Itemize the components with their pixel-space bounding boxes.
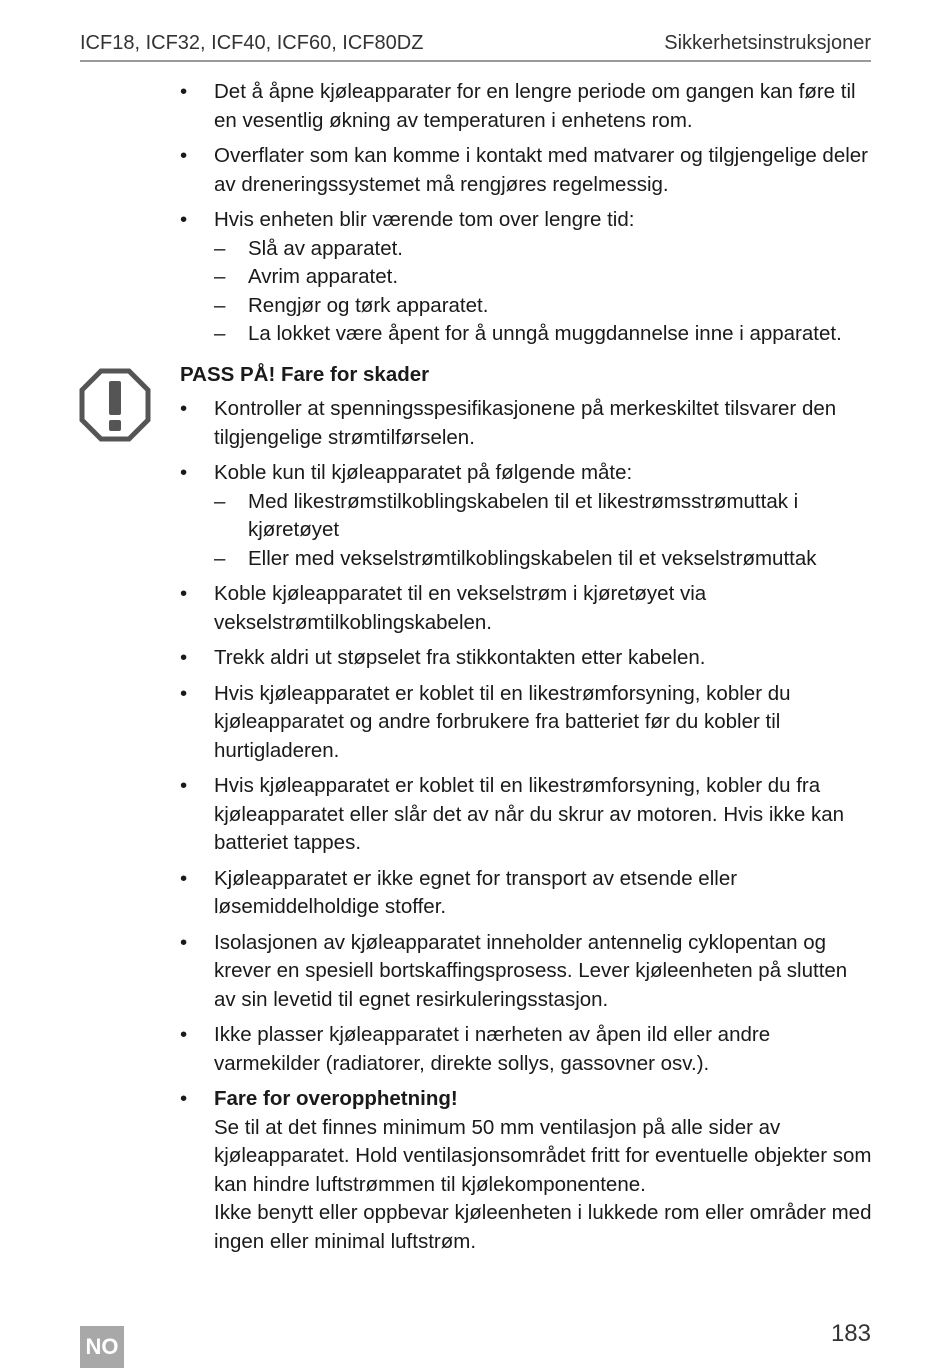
sub-list-item: – La lokket være åpent for å unngå muggdannelse inne i apparatet.	[214, 320, 872, 349]
list-item: • Trekk aldri ut støpselet fra stikkontakten etter kabelen.	[180, 644, 872, 673]
page-header	[80, 28, 871, 62]
list-item: • Ikke plasser kjøleapparatet i nærheten av åpen ild eller andre varmekilder (radiatorer, direkte sollys, gassovner osv.).	[180, 1021, 872, 1078]
overheat-title: • Fare for overopphetning!	[214, 1087, 458, 1110]
list-item-overheat	[180, 1085, 872, 1256]
sub-list-item: – Med likestrømstilkoblingskabelen til et likestrømsstrømuttak i kjøretøyet	[214, 488, 872, 545]
sub-list-item: – Avrim apparatet.	[214, 263, 872, 292]
warning-list	[180, 395, 872, 1256]
page-number: 183	[830, 1320, 871, 1347]
list-item: • Hvis kjøleapparatet er koblet til en likestrømforsyning, kobler du fra kjøleapparatet eller slår det av når du skrur av motoren. Hvis ikke kan batteriet tappes.	[180, 772, 872, 858]
list-item: • Det å åpne kjøleapparater for en lengre periode om gangen kan føre til en vesentlig økning av temperaturen i enhetens rom.	[180, 78, 872, 135]
list-item: • Kontroller at spenningsspesifikasjonene på merkeskiltet tilsvarer den tilgjengelige strømtilførselen.	[180, 395, 872, 452]
list-item: • Kjøleapparatet er ikke egnet for transport av etsende eller løsemiddelholdige stoffer.	[180, 865, 872, 922]
header-section: Sikkerhetsinstruksjoner	[664, 32, 871, 54]
sub-list-item: – Rengjør og tørk apparatet.	[214, 292, 872, 321]
list-item: • Koble kun til kjøleapparatet på følgende måte: – Med likestrømstilkoblingskabelen til et likestrømsstrømuttak i kjøretøyet – Eller med vekselstrømtilkoblingskabelen til et vekselstrømuttak	[180, 459, 872, 573]
list-item: • Koble kjøleapparatet til en vekselstrøm i kjøretøyet via vekselstrømtilkoblingskabelen.	[180, 580, 872, 637]
warning-title: PASS PÅ! Fare for skader	[180, 362, 430, 386]
list-item: • Overflater som kan komme i kontakt med matvarer og tilgjengelige deler av dreneringssystemet må rengjøres regelmessig.	[180, 142, 872, 199]
language-tab: NO	[80, 1326, 124, 1368]
list-item: • Isolasjonen av kjøleapparatet inneholder antennelig cyklopentan og krever en spesiell bortskaffingsprosess. Lever kjøleenheten på slutten av sin levetid til egnet resirkuleringsstasjon.	[180, 929, 872, 1015]
header-models: ICF18, ICF32, ICF40, ICF60, ICF80DZ	[80, 32, 424, 54]
sub-list	[214, 488, 872, 574]
exclamation-octagon-icon	[79, 368, 151, 442]
overheat-paragraph-2: Ikke benytt eller oppbevar kjøleenheten i lukkede rom eller områder med ingen eller minimal luftstrøm.	[214, 1201, 872, 1253]
sub-list-item: – Eller med vekselstrømtilkoblingskabelen til et vekselstrømuttak	[214, 545, 872, 574]
sub-list-item: – Slå av apparatet.	[214, 235, 872, 264]
sub-list	[214, 235, 872, 349]
page-content	[180, 78, 872, 1263]
intro-list	[180, 78, 872, 349]
overheat-paragraph-1: Se til at det finnes minimum 50 mm ventilasjon på alle sider av kjøleapparatet. Hold ventilasjonsområdet fritt for eventuelle objekter som kan hindre luftstrømmen til kjølekomponentene.	[214, 1115, 872, 1196]
list-item: • Hvis enheten blir værende tom over lengre tid: – Slå av apparatet. – Avrim apparatet. – Rengjør og tørk apparatet. – La lokket være åpent for å unngå muggdannelse inne i apparatet.	[180, 206, 872, 349]
list-item: • Hvis kjøleapparatet er koblet til en likestrømforsyning, kobler du kjøleapparatet og andre forbrukere fra batteriet før du kobler til hurtigladeren.	[180, 680, 872, 766]
